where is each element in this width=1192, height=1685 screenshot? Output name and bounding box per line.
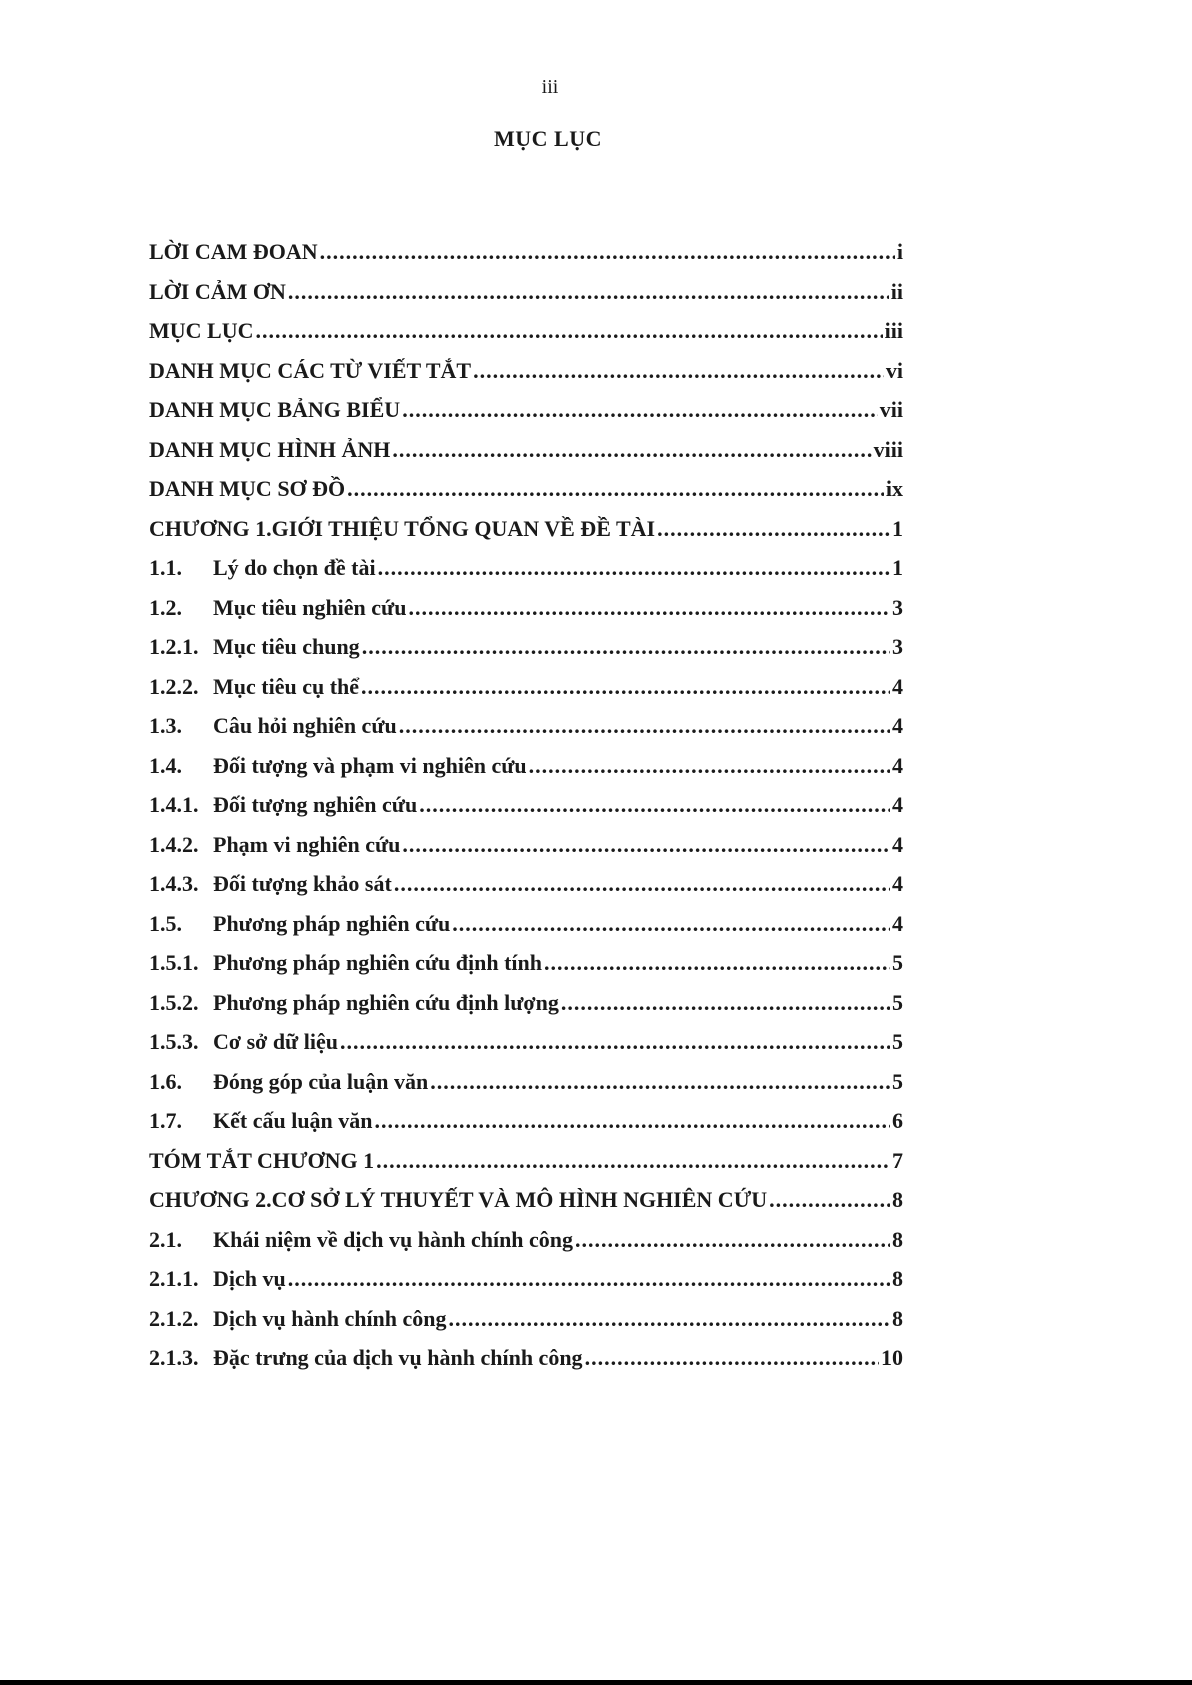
toc-entry[interactable] — [149, 1306, 903, 1346]
toc-dot-leader — [449, 1306, 890, 1332]
toc-dot-leader — [657, 516, 890, 542]
toc-entry-page: 4 — [892, 792, 903, 817]
toc-entry-number: 1.5.3. — [149, 1029, 199, 1054]
toc-entry-label: Đối tượng nghiên cứu — [213, 792, 418, 817]
toc-dot-leader — [419, 792, 890, 818]
toc-entry-number: 2.1. — [149, 1226, 182, 1252]
toc-entry-page: 1 — [892, 515, 903, 541]
bottom-divider — [0, 1680, 1192, 1685]
toc-entry-page: 5 — [892, 989, 903, 1015]
toc-entry-label: DANH MỤC SƠ ĐỒ — [149, 476, 346, 501]
toc-dot-leader — [529, 753, 890, 779]
toc-entry-page: 5 — [892, 950, 903, 975]
toc-dot-leader — [575, 1227, 890, 1253]
toc-entry[interactable] — [149, 476, 903, 516]
toc-entry-page: 4 — [892, 831, 903, 857]
toc-entry-page: vii — [879, 397, 903, 422]
toc-entry-page: ix — [885, 476, 903, 501]
toc-entry-number: 2.1.3. — [149, 1345, 199, 1370]
toc-entry[interactable] — [149, 1029, 903, 1069]
toc-entry-page: 4 — [892, 871, 903, 896]
toc-entry-page: 8 — [892, 1305, 903, 1331]
toc-entry-page: 3 — [892, 634, 903, 659]
page-number: iii — [541, 76, 559, 98]
toc-dot-leader — [288, 1266, 890, 1292]
toc-entry[interactable] — [149, 990, 903, 1030]
toc-entry[interactable] — [149, 634, 903, 674]
toc-entry-number: 1.4. — [149, 752, 182, 778]
toc-entry[interactable] — [149, 595, 903, 635]
toc-entry[interactable] — [149, 792, 903, 832]
toc-entry-label: Đặc trưng của dịch vụ hành chính công — [213, 1345, 583, 1370]
toc-dot-leader — [402, 832, 890, 858]
toc-entry-label: LỜI CAM ĐOAN — [149, 239, 318, 264]
toc-dot-leader — [347, 476, 884, 502]
toc-entry[interactable] — [149, 1069, 903, 1109]
toc-entry-number: 1.7. — [149, 1108, 182, 1133]
toc-dot-leader — [376, 1148, 890, 1174]
toc-dot-leader — [378, 555, 890, 581]
toc-entry[interactable] — [149, 674, 903, 714]
toc-entry-label: DANH MỤC CÁC TỪ VIẾT TẮT — [149, 357, 472, 383]
toc-entry-label: Kết cấu luận văn — [213, 1108, 373, 1133]
toc-entry-page: vi — [885, 357, 903, 383]
toc-entry-page: 3 — [892, 594, 903, 620]
toc-entry-label: Mục tiêu nghiên cứu — [213, 594, 407, 620]
toc-entry-number: 1.5.1. — [149, 950, 199, 975]
toc-entry-page: 4 — [892, 713, 903, 738]
toc-entry-label: DANH MỤC BẢNG BIỂU — [149, 397, 401, 422]
toc-entry[interactable] — [149, 911, 903, 951]
toc-entry[interactable] — [149, 279, 903, 319]
toc-entry-label: Phương pháp nghiên cứu định tính — [213, 950, 543, 975]
toc-dot-leader — [544, 950, 890, 976]
toc-entry[interactable] — [149, 1148, 903, 1188]
toc-entry[interactable] — [149, 437, 903, 477]
toc-entry-label: Đối tượng và phạm vi nghiên cứu — [213, 752, 527, 778]
toc-entry-label: Mục tiêu cụ thể — [213, 673, 360, 699]
toc-entry[interactable] — [149, 239, 903, 279]
toc-entry-label: Lý do chọn đề tài — [213, 555, 376, 580]
toc-entry[interactable] — [149, 713, 903, 753]
toc-entry-page: 1 — [892, 555, 903, 580]
toc-entry[interactable] — [149, 555, 903, 595]
toc-entry-label: Phương pháp nghiên cứu — [213, 910, 451, 936]
toc-entry[interactable] — [149, 397, 903, 437]
toc-entry-page: 7 — [892, 1147, 903, 1173]
toc-entry-label: LỜI CẢM ƠN — [149, 278, 286, 304]
toc-entry-page: 5 — [892, 1068, 903, 1094]
table-of-contents — [149, 239, 903, 1385]
toc-entry-label: DANH MỤC HÌNH ẢNH — [149, 436, 391, 462]
toc-entry-page: iii — [884, 318, 903, 343]
toc-entry-number: 1.2.2. — [149, 673, 199, 699]
toc-entry[interactable] — [149, 1266, 903, 1306]
toc-entry-label: MỤC LỤC — [149, 318, 254, 343]
toc-dot-leader — [585, 1345, 879, 1371]
toc-dot-leader — [402, 397, 878, 423]
toc-entry-page: 10 — [881, 1345, 903, 1370]
toc-entry-page: 8 — [892, 1226, 903, 1252]
toc-entry-label: Dịch vụ — [213, 1266, 286, 1291]
toc-entry-number: 1.3. — [149, 713, 182, 738]
toc-entry-number: 1.5. — [149, 910, 182, 936]
toc-dot-leader — [375, 1108, 890, 1134]
toc-entry-label: Đối tượng khảo sát — [213, 871, 392, 896]
toc-entry-number: 1.5.2. — [149, 989, 199, 1015]
toc-entry-page: 4 — [892, 673, 903, 699]
toc-entry-number: 2.1.1. — [149, 1266, 199, 1291]
toc-entry[interactable] — [149, 871, 903, 911]
toc-entry-number: 1.1. — [149, 555, 182, 580]
toc-entry-page: 4 — [892, 752, 903, 778]
toc-entry-page: viii — [873, 436, 903, 462]
toc-entry-page: 5 — [892, 1029, 903, 1054]
toc-entry[interactable] — [149, 1227, 903, 1267]
toc-entry-label: Mục tiêu chung — [213, 634, 360, 659]
toc-dot-leader — [452, 911, 890, 937]
toc-entry-number: 1.4.1. — [149, 792, 199, 817]
toc-entry-label: CHƯƠNG 1.GIỚI THIỆU TỔNG QUAN VỀ ĐỀ TÀI — [149, 515, 656, 541]
toc-entry[interactable] — [149, 753, 903, 793]
toc-entry-page: 8 — [892, 1266, 903, 1291]
toc-entry-number: 1.4.3. — [149, 871, 199, 896]
toc-dot-leader — [392, 437, 871, 463]
toc-dot-leader — [769, 1187, 890, 1213]
toc-entry-label: CHƯƠNG 2.CƠ SỞ LÝ THUYẾT VÀ MÔ HÌNH NGHIÊN CỨU — [149, 1187, 768, 1212]
toc-dot-leader — [430, 1069, 890, 1095]
toc-entry-label: Dịch vụ hành chính công — [213, 1305, 447, 1331]
toc-entry-label: TÓM TẮT CHƯƠNG 1 — [149, 1147, 375, 1173]
toc-entry-number: 1.4.2. — [149, 831, 199, 857]
toc-entry-label: Phạm vi nghiên cứu — [213, 831, 401, 857]
toc-dot-leader — [256, 318, 883, 344]
toc-entry[interactable] — [149, 516, 903, 556]
toc-dot-leader — [340, 1029, 890, 1055]
toc-dot-leader — [399, 713, 890, 739]
toc-entry-number: 1.2. — [149, 594, 182, 620]
toc-entry-number: 1.6. — [149, 1068, 182, 1094]
toc-dot-leader — [409, 595, 891, 621]
toc-entry-page: 4 — [892, 910, 903, 936]
toc-entry-page: i — [896, 239, 903, 264]
toc-entry-label: Phương pháp nghiên cứu định lượng — [213, 989, 559, 1015]
toc-entry[interactable] — [149, 950, 903, 990]
page-title: MỤC LỤC — [494, 126, 602, 151]
toc-entry[interactable] — [149, 1108, 903, 1148]
toc-entry-page: 8 — [892, 1187, 903, 1212]
toc-dot-leader — [473, 358, 884, 384]
toc-entry-page: ii — [890, 278, 903, 304]
toc-entry-page: 6 — [892, 1108, 903, 1133]
toc-dot-leader — [361, 674, 890, 700]
toc-entry-label: Cơ sở dữ liệu — [213, 1029, 338, 1054]
toc-dot-leader — [394, 871, 890, 897]
toc-entry-label: Khái niệm về dịch vụ hành chính công — [213, 1226, 574, 1252]
toc-entry[interactable] — [149, 358, 903, 398]
toc-entry-label: Đóng góp của luận văn — [213, 1068, 429, 1094]
toc-entry[interactable] — [149, 1345, 903, 1385]
toc-entry-number: 1.2.1. — [149, 634, 199, 659]
toc-dot-leader — [288, 279, 889, 305]
toc-dot-leader — [561, 990, 890, 1016]
toc-entry-number: 2.1.2. — [149, 1305, 199, 1331]
toc-dot-leader — [362, 634, 890, 660]
toc-entry[interactable] — [149, 318, 903, 358]
toc-entry[interactable] — [149, 1187, 903, 1227]
toc-entry[interactable] — [149, 832, 903, 872]
toc-dot-leader — [320, 239, 895, 265]
toc-entry-label: Câu hỏi nghiên cứu — [213, 713, 397, 738]
